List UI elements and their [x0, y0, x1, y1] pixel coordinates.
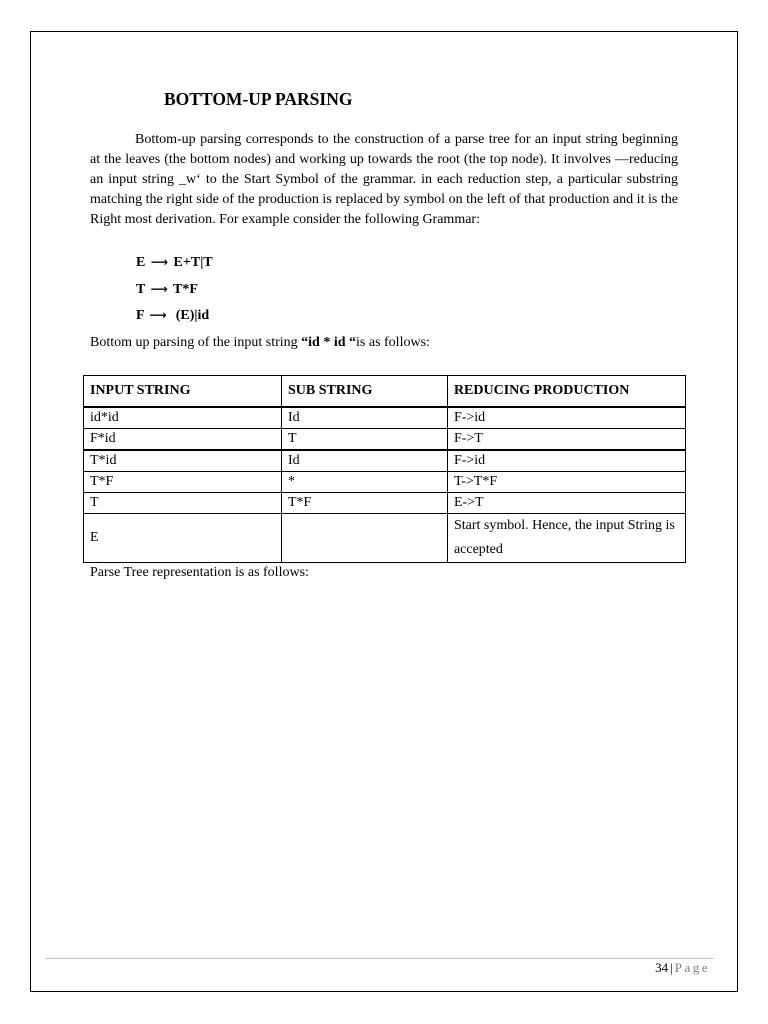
cell-substring: T — [281, 429, 447, 451]
cell-production: F->id — [447, 450, 685, 472]
rule-rhs: E+T|T — [173, 255, 213, 270]
cell-production: Start symbol. Hence, the input String is accepted — [447, 514, 685, 563]
right-arrow-icon: ⟶ — [150, 255, 169, 269]
cell-substring: T*F — [281, 493, 447, 514]
intro-paragraph — [90, 130, 678, 230]
cell-substring: Id — [281, 407, 447, 429]
cell-input: F*id — [84, 429, 282, 451]
table-row — [84, 472, 686, 493]
header-reducing-production: REDUCING PRODUCTION — [447, 376, 685, 408]
cell-production: F->T — [447, 429, 685, 451]
header-input-string: INPUT STRING — [84, 376, 282, 408]
parse-tree-caption: Parse Tree representation is as follows: — [90, 565, 309, 580]
intro-input-string: “id * id “ — [301, 335, 357, 350]
table-row — [84, 514, 686, 563]
table-row — [84, 493, 686, 514]
footer-divider — [45, 958, 714, 959]
footer-separator: | — [670, 960, 673, 975]
page-number: 34 — [655, 960, 669, 975]
page-footer — [655, 960, 710, 976]
right-arrow-icon: ⟶ — [149, 308, 167, 322]
cell-substring — [281, 514, 447, 563]
right-arrow-icon: ⟶ — [150, 282, 168, 296]
paragraph-text: Bottom-up parsing corresponds to the construction of a parse tree for an input string beginning at the leaves (the bottom nodes) and working up towards the root (the top node). It involves —reducing an input string _w‘ to the Start Symbol of the grammar. in each reduction step, a particular substring matching the right side of the production is replaced by symbol on the left of that production and it is the Right most derivation. For example consider the following Grammar: — [90, 132, 678, 227]
header-sub-string: SUB STRING — [281, 376, 447, 408]
table-row — [84, 450, 686, 472]
cell-production: F->id — [447, 407, 685, 429]
cell-production: T->T*F — [447, 472, 685, 493]
grammar-rule-t — [136, 282, 198, 298]
intro-before: Bottom up parsing of the input string — [90, 335, 302, 350]
table-row — [84, 407, 686, 429]
cell-input: T*F — [84, 472, 282, 493]
section-title: BOTTOM-UP PARSING — [164, 89, 353, 109]
parsing-table — [83, 375, 686, 563]
grammar-rule-f — [136, 308, 209, 324]
cell-input: id*id — [84, 407, 282, 429]
grammar-rule-e — [136, 255, 213, 271]
rule-lhs: T — [136, 282, 146, 297]
rule-rhs: (E)|id — [172, 308, 210, 323]
table-row — [84, 429, 686, 451]
cell-input: T*id — [84, 450, 282, 472]
rule-lhs: F — [136, 308, 145, 323]
table-intro — [90, 335, 430, 351]
cell-substring: Id — [281, 450, 447, 472]
page-label: Page — [674, 960, 710, 975]
cell-input: E — [84, 514, 282, 563]
intro-after: is as follows: — [356, 335, 430, 350]
table-header-row — [84, 376, 686, 408]
cell-substring: * — [281, 472, 447, 493]
rule-lhs: E — [136, 255, 146, 270]
cell-production: E->T — [447, 493, 685, 514]
rule-rhs: T*F — [173, 282, 198, 297]
cell-input: T — [84, 493, 282, 514]
